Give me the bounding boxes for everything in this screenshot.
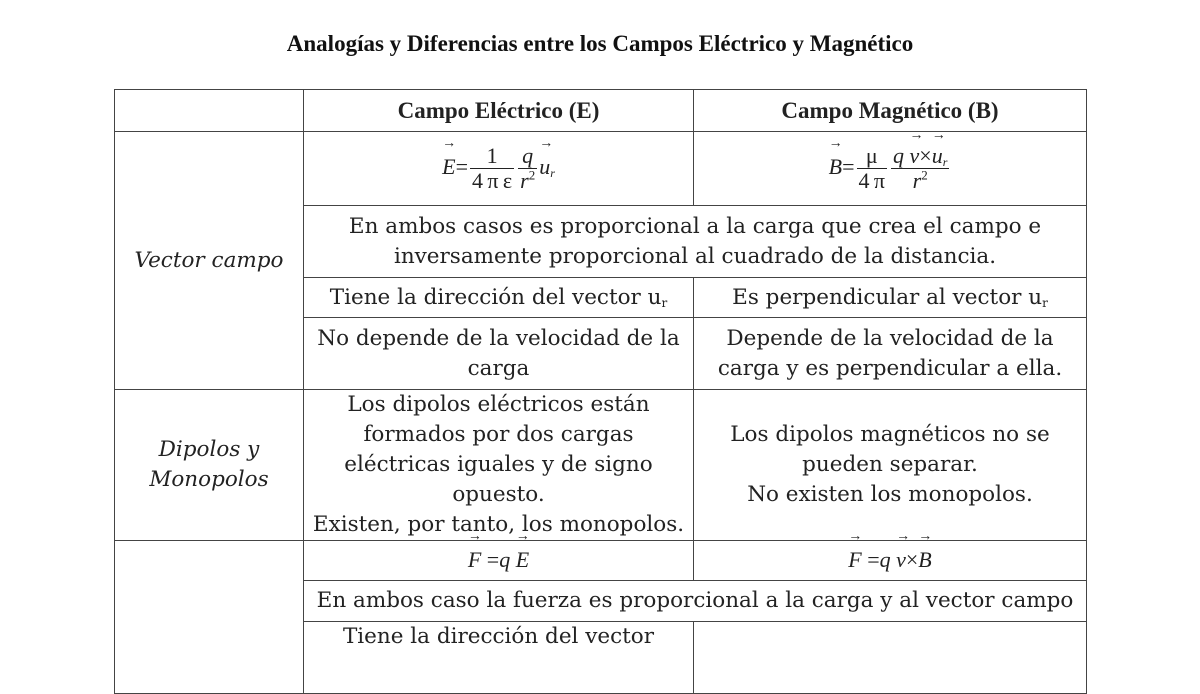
- direction-electric-subscript: r: [661, 295, 668, 310]
- row-label-vector-campo: Vector campo: [115, 132, 304, 390]
- row-label-fuerza: [115, 541, 304, 694]
- formula-electric-field: [304, 132, 694, 206]
- dipolos-electric-text-2: Existen, por tanto, los monopolos.: [312, 512, 685, 537]
- formula-electric-force: [304, 541, 694, 581]
- direction-electric-cell: [304, 278, 694, 318]
- row-force-formula: [115, 541, 1087, 581]
- direction-electric-text: Tiene la dirección del vector u: [329, 284, 662, 310]
- field-both-text: En ambos casos es proporcional a la carga que crea el campo e inversamente proporcional al cuadrado de la distancia.: [304, 206, 1087, 278]
- row-dipolos: [115, 390, 1087, 541]
- dipolos-magnetic-text-2: No existen los monopolos.: [747, 482, 1033, 507]
- force-both-text: En ambos caso la fuerza es proporcional a la carga y al vector campo: [304, 581, 1087, 622]
- dipolos-electric-text: Los dipolos eléctricos están formados por dos cargas eléctricas iguales y de signo opuesto.: [344, 392, 653, 507]
- header-magnetic: Campo Magnético (B): [694, 90, 1087, 132]
- direction-magnetic-text: Es perpendicular al vector u: [732, 284, 1043, 310]
- magnetic-field-equation: → B= $\frac{\mu}{4 \pi}$ $\frac{q \to v\times\to ur}{r^2}$: [829, 154, 952, 179]
- electric-field-equation: → E= $\frac{1}{\text{4 π ε}}$ $\frac{q}{r^2}$ → ur: [442, 154, 555, 179]
- dipolos-magnetic-cell: [694, 390, 1087, 541]
- header-row: [115, 90, 1087, 132]
- row-field-formula: [115, 132, 1087, 206]
- dipolos-magnetic-text: Los dipolos magnéticos no se pueden separar.: [730, 422, 1050, 477]
- formula-magnetic-force: [694, 541, 1087, 581]
- force-direction-magnetic: [694, 622, 1087, 694]
- dipolos-electric-cell: [304, 390, 694, 541]
- direction-magnetic-subscript: r: [1042, 295, 1048, 310]
- electric-force-equation: → F =q → E: [468, 547, 529, 572]
- header-empty-cell: [115, 90, 304, 132]
- velocity-magnetic-text: Depende de la velocidad de la carga y es perpendicular a ella.: [694, 318, 1087, 390]
- formula-magnetic-field: [694, 132, 1087, 206]
- row-label-dipolos: Dipolos y Monopolos: [115, 390, 304, 541]
- direction-magnetic-cell: [694, 278, 1087, 318]
- force-direction-electric: Tiene la dirección del vector: [304, 622, 694, 694]
- page-title: Analogías y Diferencias entre los Campos Eléctrico y Magnético: [286, 31, 914, 56]
- comparison-table: [114, 89, 1087, 694]
- header-electric: Campo Eléctrico (E): [304, 90, 694, 132]
- magnetic-force-equation: → F =q → v×→ B: [848, 547, 932, 572]
- velocity-electric-text: No depende de la velocidad de la carga: [304, 318, 694, 390]
